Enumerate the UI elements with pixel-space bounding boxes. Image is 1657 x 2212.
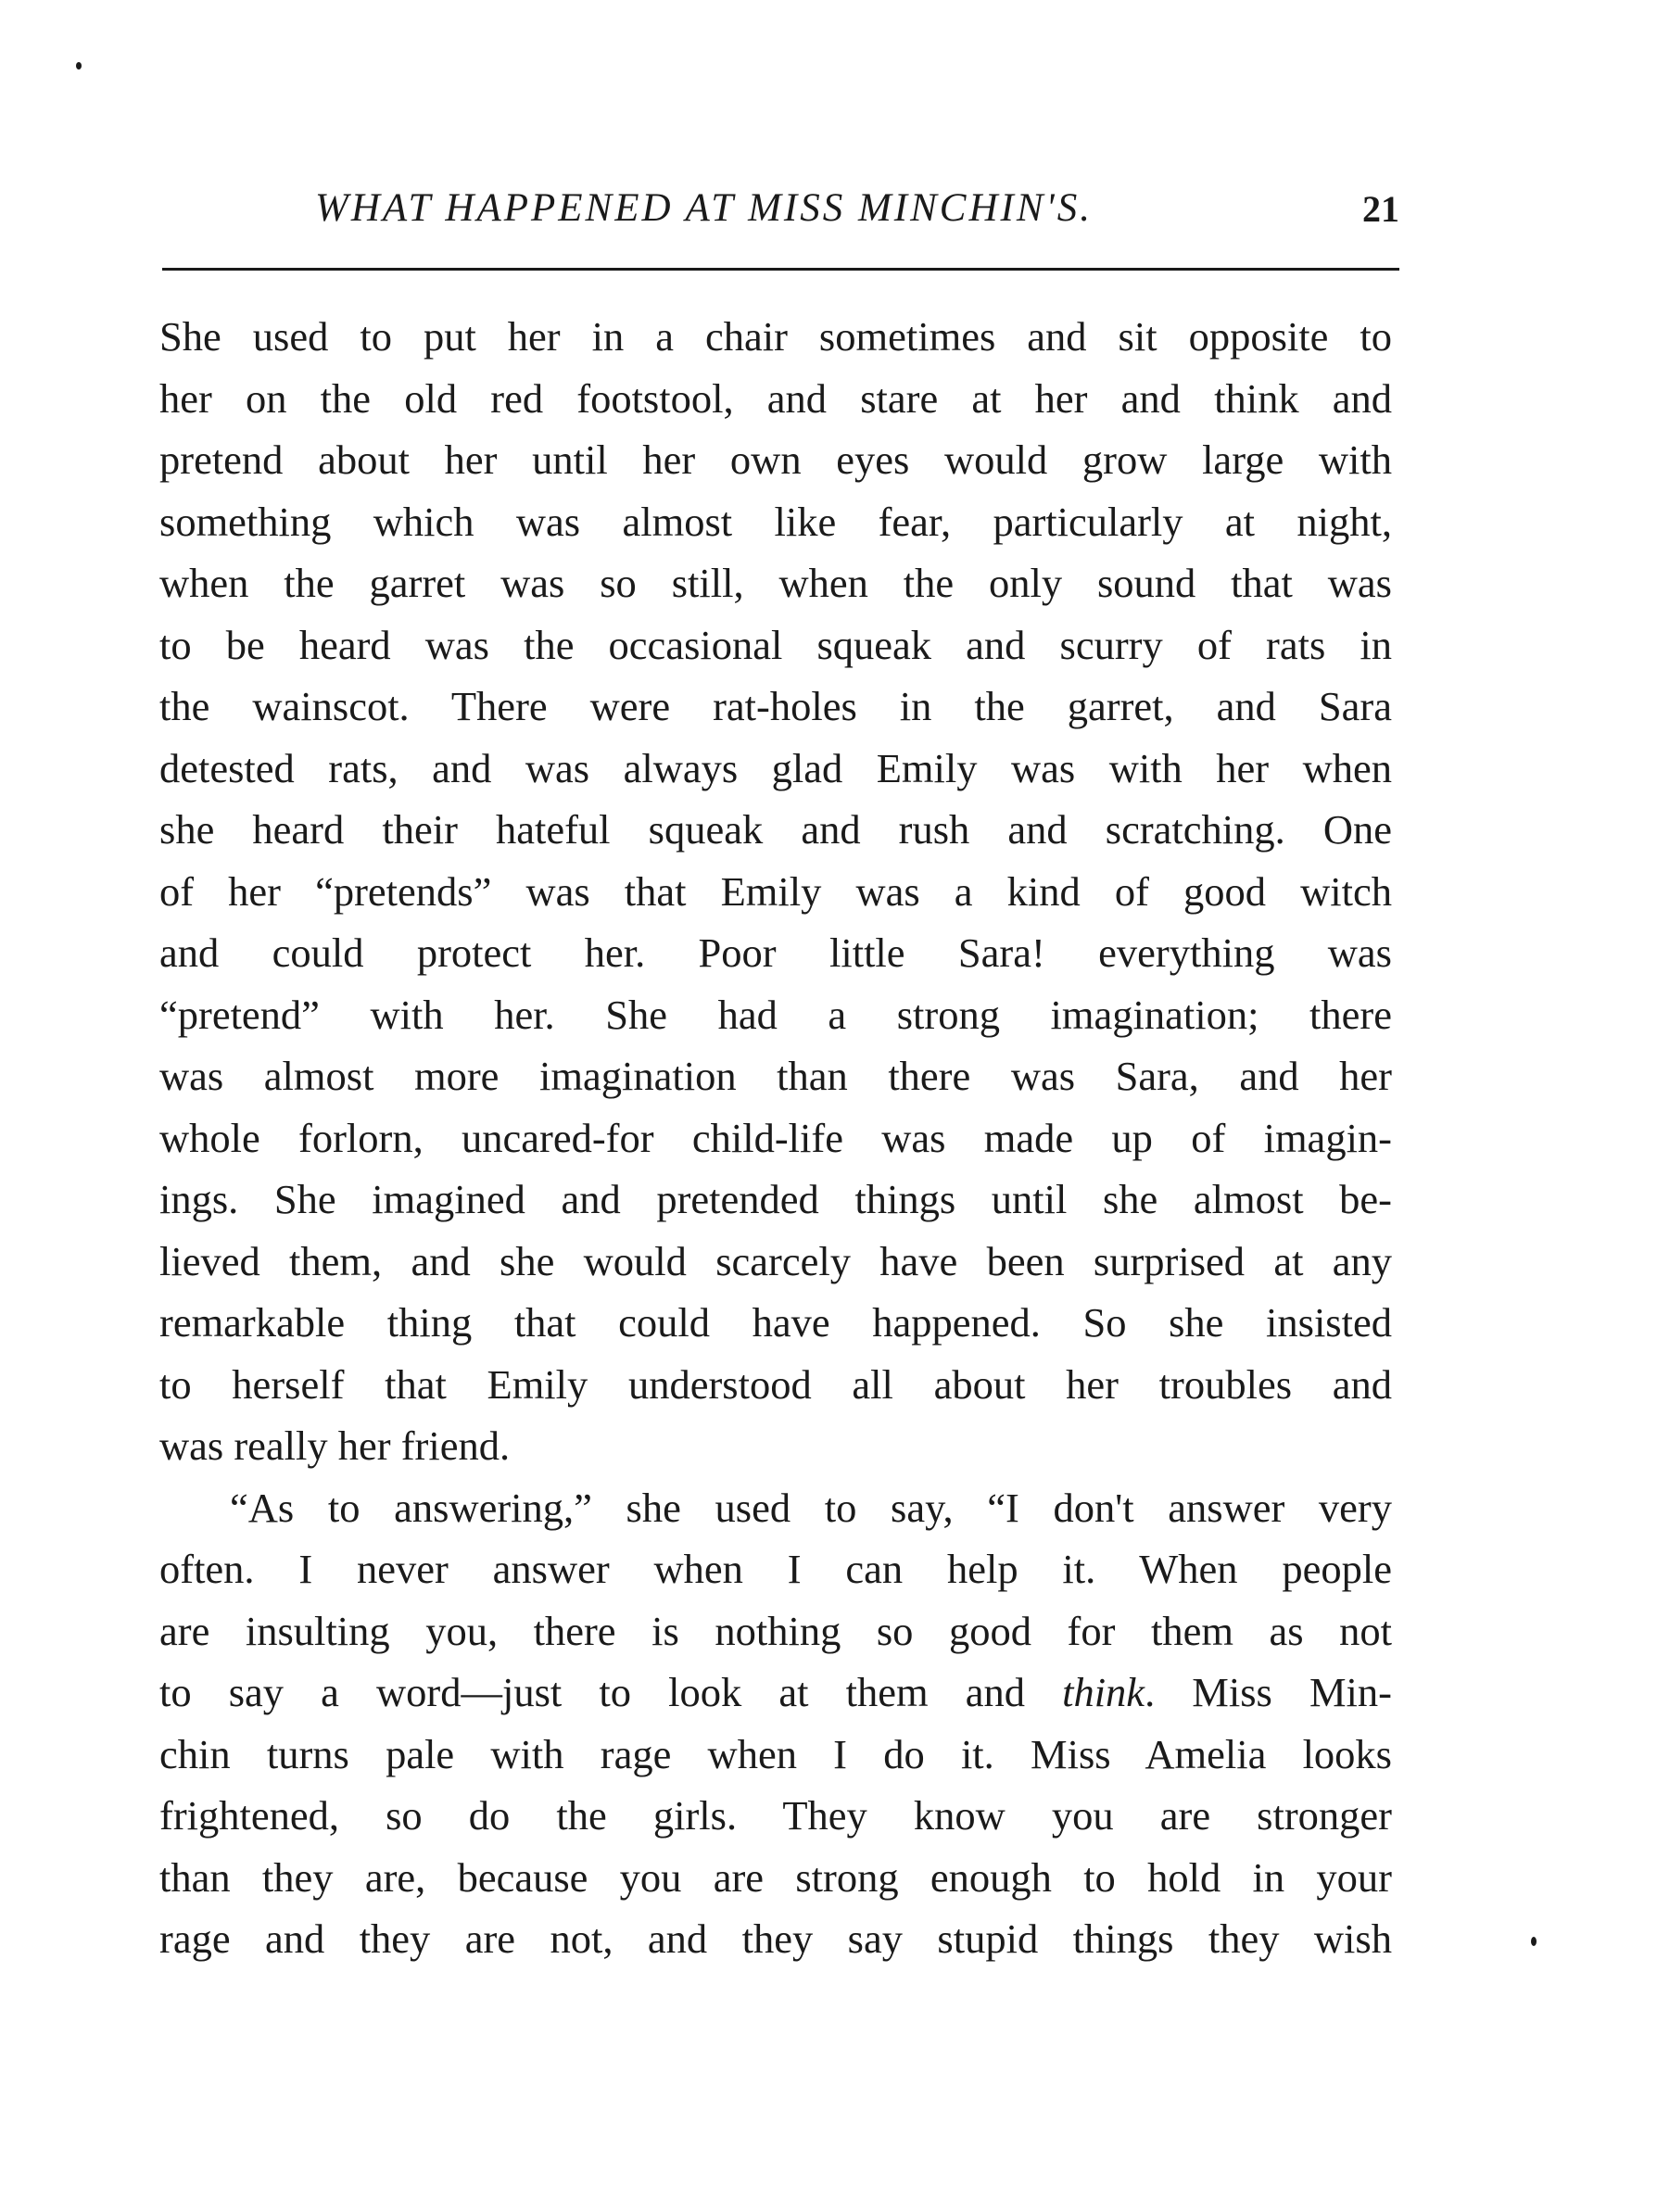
- text-line: chin turns pale with rage when I do it. Miss Amelia looks: [159, 1730, 1392, 1777]
- text-line: than they are, because you are strong enough to hold in your: [159, 1853, 1392, 1901]
- running-title: WHAT HAPPENED AT MISS MINCHIN'S.: [315, 186, 1093, 230]
- text-line: rage and they are not, and they say stupid things they wish: [159, 1915, 1392, 1962]
- text-line: to say a word—just to look at them and think. Miss Min-: [159, 1669, 1392, 1715]
- text-line: “As to answering,” she used to say, “I don't answer very: [230, 1484, 1392, 1531]
- text-line: and could protect her. Poor little Sara! everything was: [159, 929, 1392, 976]
- body-text: [159, 306, 1392, 1970]
- paragraph-1: [159, 306, 1392, 1477]
- text-line: ings. She imagined and pretended things until she almost be-: [159, 1176, 1392, 1222]
- text-line: she heard their hateful squeak and rush and scratching. One: [159, 806, 1392, 853]
- text-line: of her “pretends” was that Emily was a kind of good witch: [159, 867, 1392, 915]
- print-speck: [76, 62, 82, 70]
- text-line: when the garret was so still, when the only sound that was: [159, 560, 1392, 606]
- text-line: whole forlorn, uncared-for child-life was made up of imagin-: [159, 1114, 1392, 1161]
- text-line: was almost more imagination than there was Sara, and her: [159, 1053, 1392, 1099]
- text-line: to herself that Emily understood all about her troubles and: [159, 1360, 1392, 1408]
- text-line: pretend about her until her own eyes would grow large with: [159, 436, 1392, 483]
- text-line: She used to put her in a chair sometimes and sit opposite to: [159, 313, 1392, 360]
- text-line: something which was almost like fear, particularly at night,: [159, 498, 1392, 545]
- text-line: was really her friend.: [159, 1422, 511, 1469]
- page-number: 21: [1362, 188, 1399, 230]
- emphasis: think: [1062, 1669, 1145, 1715]
- text-line: to be heard was the occasional squeak and scurry of rats in: [159, 621, 1392, 668]
- text-line: are insulting you, there is nothing so good for them as not: [159, 1607, 1392, 1654]
- paragraph-2: [159, 1477, 1392, 1970]
- running-head: [158, 185, 1399, 241]
- text-line: the wainscot. There were rat-holes in the garret, and Sara: [159, 683, 1392, 729]
- text-line: “pretend” with her. She had a strong imagination; there: [159, 991, 1392, 1038]
- text-line: remarkable thing that could have happened. So she insisted: [159, 1299, 1392, 1346]
- text-line: detested rats, and was always glad Emily was with her when: [159, 744, 1392, 791]
- text-line: frightened, so do the girls. They know you are stronger: [159, 1792, 1392, 1839]
- header-rule: [162, 268, 1399, 271]
- text-line: often. I never answer when I can help it. When people: [159, 1546, 1392, 1592]
- print-speck: [1531, 1937, 1537, 1946]
- text-line: her on the old red footstool, and stare at her and think and: [159, 374, 1392, 422]
- text-line: lieved them, and she would scarcely have been surprised at any: [159, 1237, 1392, 1284]
